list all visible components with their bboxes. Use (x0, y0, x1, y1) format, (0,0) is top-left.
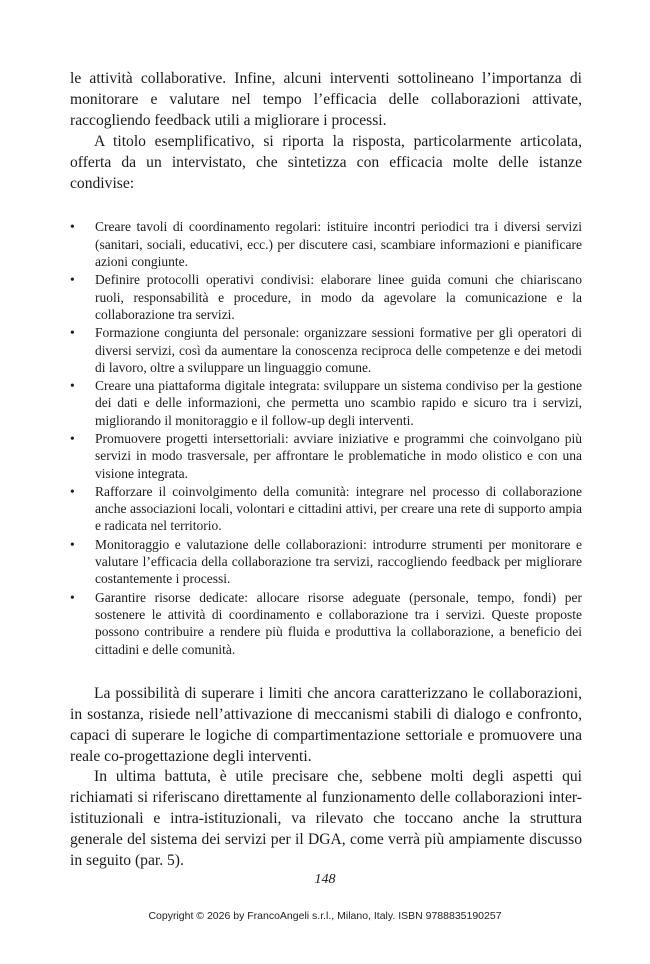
list-item-text: Garantire risorse dedicate: allocare risorse adeguate (personale, tempo, fondi) per sostenere le attività di coordinamento e collaborazione tra i servizi. Queste proposte possono contribuire a rendere più fluida e produttiva la collaborazione, a beneficio dei cittadini e delle comunità. (95, 589, 582, 657)
list-item-text: Monitoraggio e valutazione delle collaborazioni: introdurre strumenti per monitorare e valutare l’efficacia della collaborazione tra servizi, raccogliendo feedback per migliorare costantemente i processi. (95, 536, 582, 587)
bullet-icon: • (70, 325, 75, 341)
list-item (70, 271, 582, 323)
bullet-icon: • (70, 431, 75, 446)
bullet-icon: • (70, 272, 75, 288)
list-item (70, 218, 582, 270)
paragraph-continuation: le attività collaborative. Infine, alcuni interventi sottolineano l’importanza di monitorare e valutare nel tempo l’efficacia delle collaborazioni attivate, raccogliendo feedback utili a migliorare i processi. (70, 70, 582, 129)
recommendations-list (70, 218, 582, 657)
paragraph-final-note: In ultima battuta, è utile precisare che, sebbene molti degli aspetti qui richiamati si riferiscano direttamente al funzionamento delle collaborazioni inter-istituzionali e intra-istituzionali, va rilevato che toccano anche la struttura generale del sistema dei servizi per il DGA, come verrà più ampiamente discusso in seguito (par. 5). (70, 768, 582, 870)
copyright-notice: Copyright © 2026 by FrancoAngeli s.r.l., Milano, Italy. ISBN 9788835190257 (148, 910, 502, 922)
list-item-text: Creare una piattaforma digitale integrata: sviluppare un sistema condiviso per la gestione dei dati e delle informazioni, che permetta uno scambio rapido e sicuro tra i servizi, migliorando il monitoraggio e il follow-up degli interventi. (95, 378, 582, 428)
bullet-icon: • (70, 378, 75, 394)
paragraph-conclusion: La possibilità di superare i limiti che ancora caratterizzano le collaborazioni, in sostanza, risiede nell’attivazione di meccanismi stabili di dialogo e confronto, capaci di superare le logiche di compartimentazione settoriale e promuovere una reale co-progettazione degli interventi. (70, 684, 582, 765)
list-item (70, 324, 582, 376)
list-item-text: Definire protocolli operativi condivisi: elaborare linee guida comuni che chiariscano ruoli, responsabilità e procedure, in modo da agevolare la comunicazione e la collaborazione tra servizi. (95, 272, 582, 322)
paragraph-intro-quote: A titolo esemplificativo, si riporta la risposta, particolarmente articolata, offerta da un intervistato, che sintetizza con efficacia molte delle istanze condivise: (70, 132, 582, 192)
list-item (70, 536, 582, 588)
list-item (70, 483, 582, 535)
page-body (70, 69, 582, 872)
list-item-text: Formazione congiunta del personale: organizzare sessioni formative per gli operatori di diversi servizi, così da aumentare la conoscenza reciproca delle competenze e dei metodi di lavoro, oltre a sviluppare un linguaggio comune. (95, 325, 582, 375)
page-number: 148 (314, 872, 336, 887)
list-item-text: Promuovere progetti intersettoriali: avviare iniziative e programmi che coinvolgano più servizi in modo trasversale, per affrontare le problematiche in modo olistico e con una visione integrata. (95, 431, 582, 481)
bullet-icon: • (70, 589, 75, 605)
bullet-icon: • (70, 483, 75, 499)
list-item (70, 430, 582, 482)
bullet-icon: • (70, 536, 75, 552)
list-item (70, 377, 582, 429)
list-item-text: Rafforzare il coinvolgimento della comunità: integrare nel processo di collaborazione anche associazioni locali, volontari e cittadini attivi, per creare una rete di supporto ampia e radicata nel territorio. (95, 483, 582, 534)
list-item-text: Creare tavoli di coordinamento regolari: istituire incontri periodici tra i diversi servizi (sanitari, sociali, educativi, ecc.) per discutere casi, scambiare informazioni e pianificare azioni congiunte. (95, 219, 582, 270)
list-item (70, 589, 582, 658)
bullet-icon: • (70, 219, 75, 235)
